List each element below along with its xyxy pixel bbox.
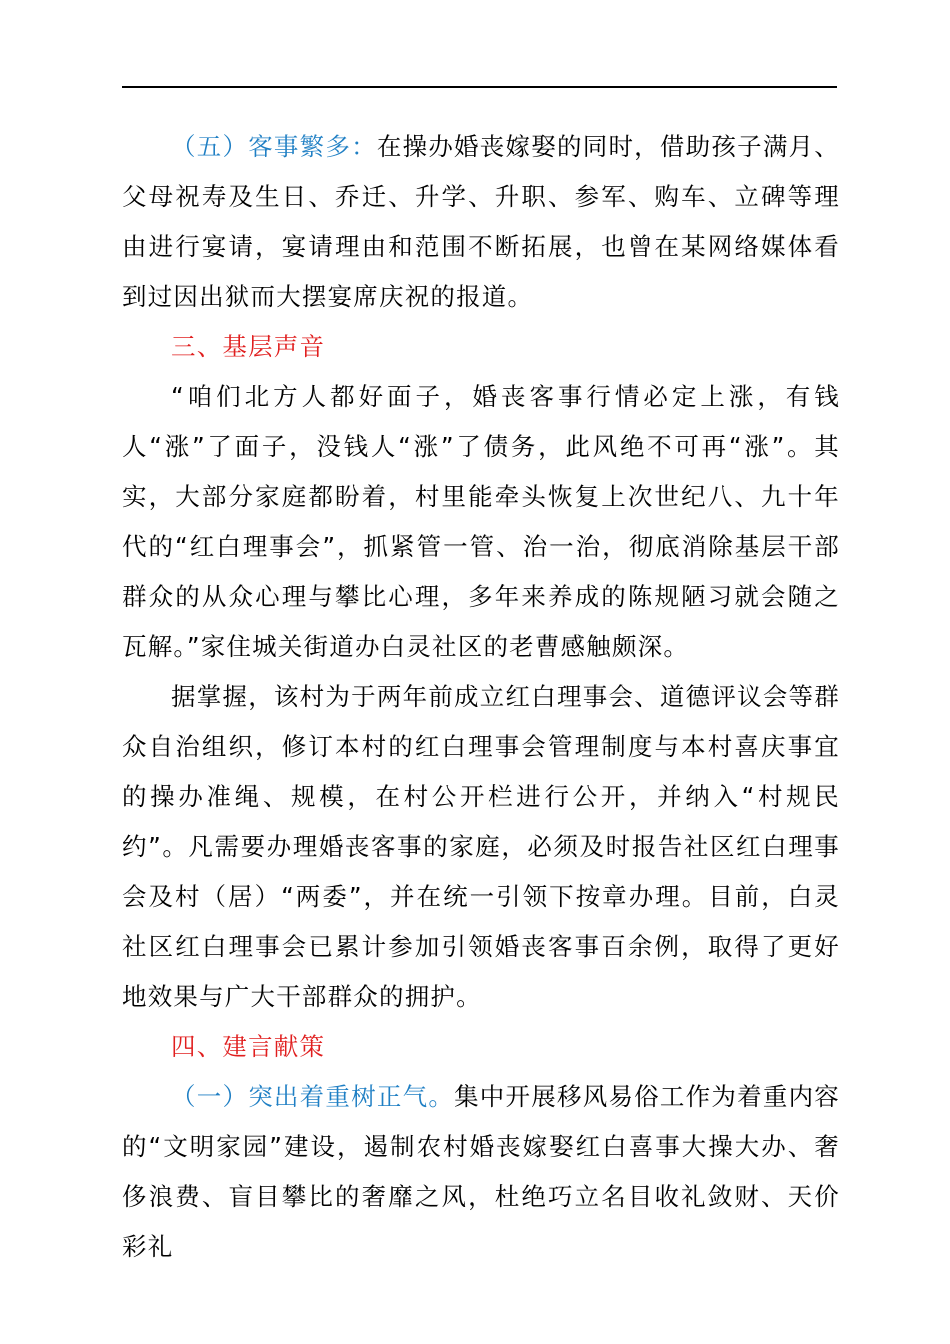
section-heading-4: 四、建言献策 <box>171 1032 326 1061</box>
header-rule <box>122 86 837 88</box>
subheading-label: （一）突出着重树正气。 <box>171 1082 455 1111</box>
section-heading-3: 三、基层声音 <box>171 332 326 361</box>
paragraph-quote: “咱们北方人都好面子，婚丧客事行情必定上涨，有钱人“涨”了面子，没钱人“涨”了债务，此风绝不可再“涨”。其实，大部分家庭都盼着，村里能牵头恢复上次世纪八、九十年代的“红白理事会”，抓紧管一管、治一治，彻底消除基层干部群众的从众心理与攀比心理，多年来养成的陈规陋习就会随之瓦解。”家住城关街道办白灵社区的老曹感触颇深。 <box>122 382 840 661</box>
paragraph-guests-numerous <box>122 122 840 322</box>
subheading-label: （五）客事繁多： <box>171 132 377 161</box>
paragraph-suggestion-1 <box>122 1072 840 1272</box>
document-body <box>122 122 840 1272</box>
paragraph-text: 集中开展移风易俗工作为着重内容的“文明家园”建设，遏制农村婚丧嫁娶红白喜事大操大办、奢侈浪费、盲目攀比的奢靡之风，杜绝巧立名目收礼敛财、天价彩礼 <box>122 1082 841 1261</box>
paragraph-text: 在操办婚丧嫁娶的同时，借助孩子满月、父母祝寿及生日、乔迁、升学、升职、参军、购车、立碑等理由进行宴请，宴请理由和范围不断拓展，也曾在某网络媒体看到过因出狱而大摆宴席庆祝的报道。 <box>122 132 840 311</box>
paragraph-council: 据掌握，该村为于两年前成立红白理事会、道德评议会等群众自治组织，修订本村的红白理事会管理制度与本村喜庆事宜的操办准绳、规模，在村公开栏进行公开，并纳入“村规民约”。凡需要办理婚丧客事的家庭，必须及时报告社区红白理事会及村（居）“两委”，并在统一引领下按章办理。目前，白灵社区红白理事会已累计参加引领婚丧客事百余例，取得了更好地效果与广大干部群众的拥护。 <box>122 682 840 1011</box>
